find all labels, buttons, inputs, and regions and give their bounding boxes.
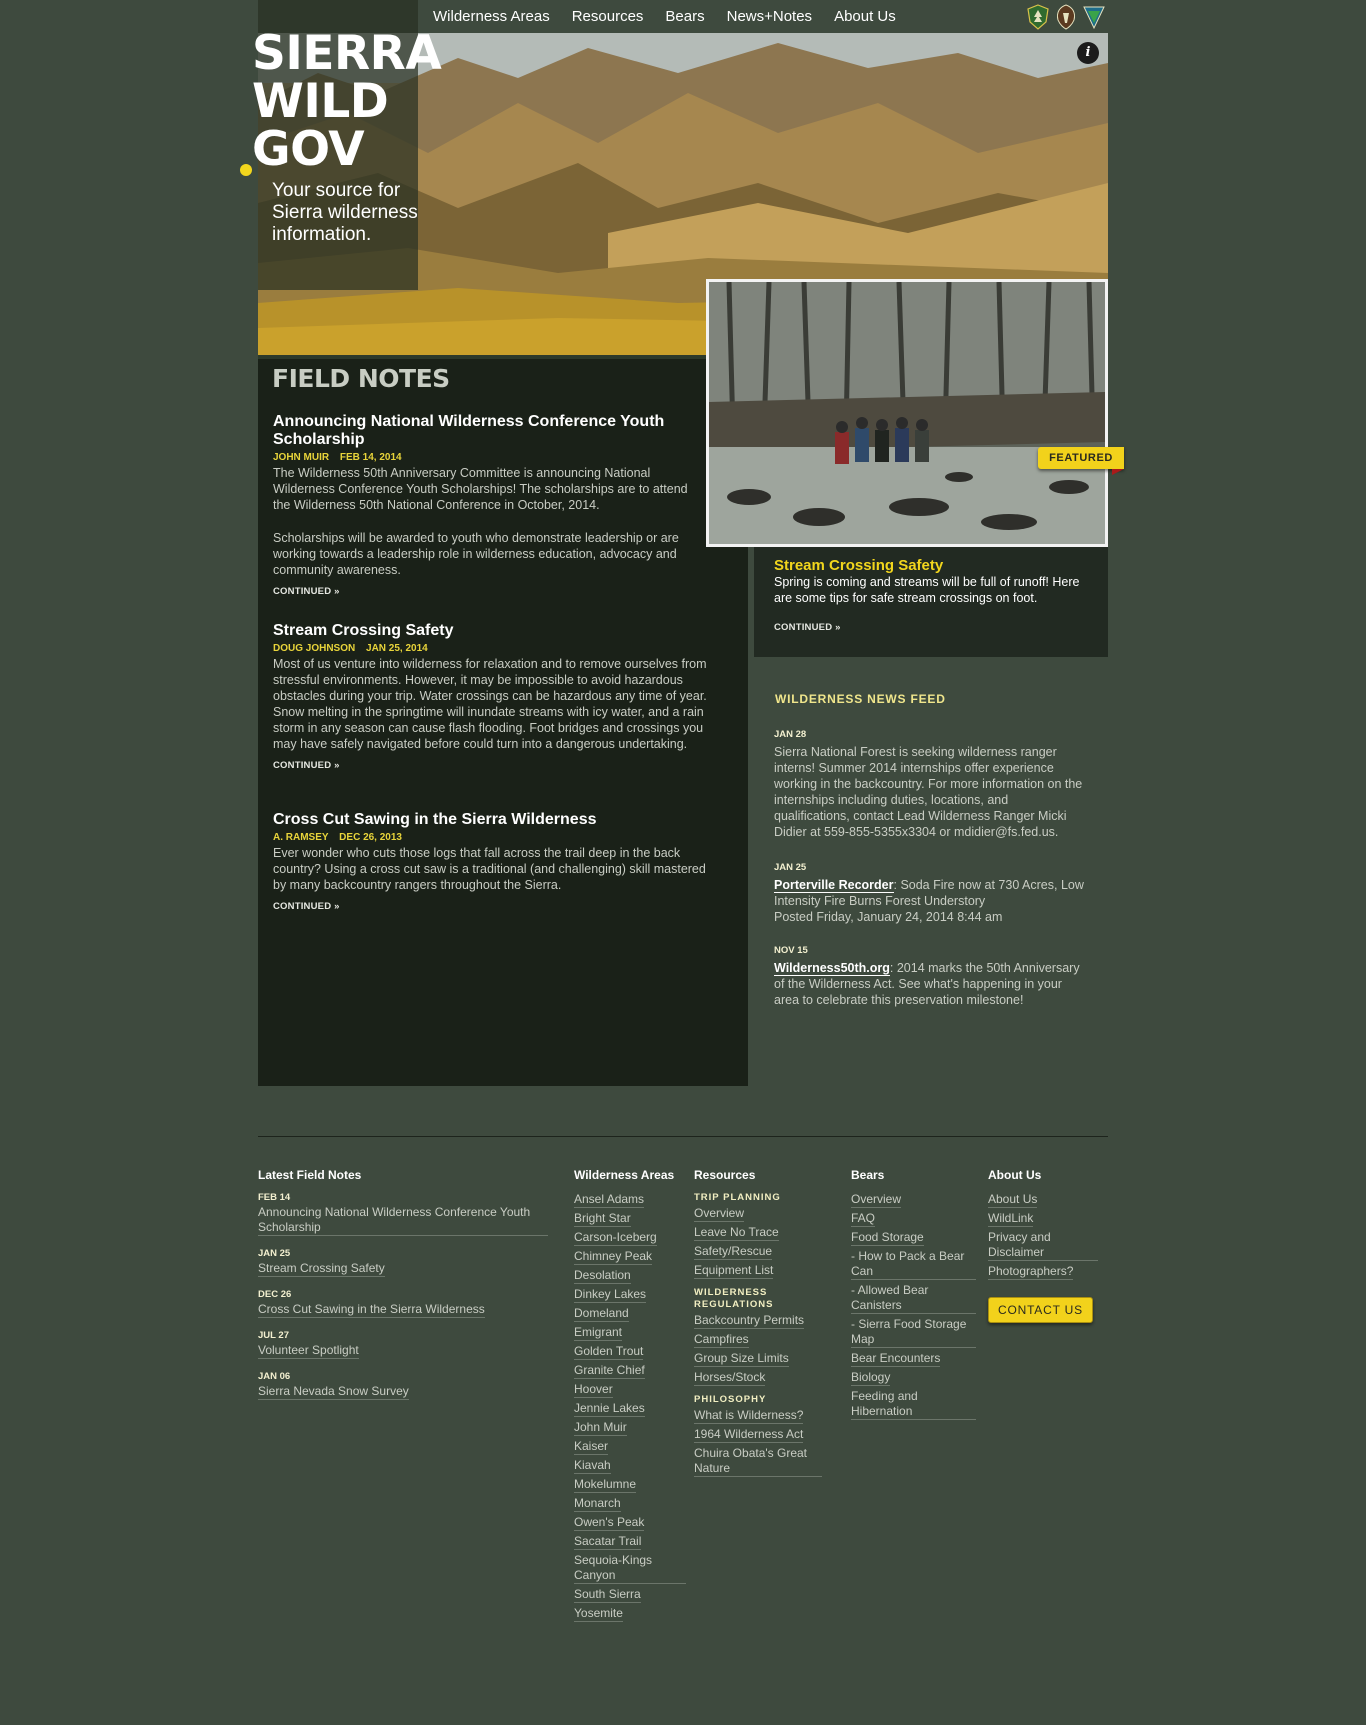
nav-wilderness-areas[interactable]: Wilderness Areas [433, 8, 550, 25]
footer-area-link[interactable]: Owen's Peak [574, 1515, 645, 1529]
news-date: JAN 25 [774, 862, 807, 873]
footer-note-date: DEC 26 [258, 1289, 292, 1300]
article-date: DEC 26, 2013 [339, 832, 402, 843]
news-date: JAN 28 [774, 729, 807, 740]
footer-note-link[interactable]: Volunteer Spotlight [258, 1343, 359, 1357]
logo-dot [240, 164, 252, 176]
footer-area-link[interactable]: Granite Chief [574, 1363, 645, 1377]
footer-bear-link[interactable]: Food Storage [851, 1230, 924, 1244]
article-paragraph: Scholarships will be awarded to youth who demonstrate leadership or are working towards a leadership role in wilderness education, advocacy and community awareness. [273, 531, 679, 577]
nav-resources[interactable]: Resources [571, 8, 644, 25]
article-paragraph: Most of us venture into wilderness for relaxation and to remove ourselves from stressful environments. However, it may be impossible to avoid hazardous obstacles during your trip. Water crossings can be hazardous any time of year. Snow melting in the springtime will inundate streams with icy water, and a rain storm in any season can cause flash flooding. Foot bridges and crossings you may have safely navigated before could turn into a dangerous undertaking. [273, 657, 707, 751]
contact-us-button[interactable]: CONTACT US [988, 1297, 1093, 1323]
footer-area-link[interactable]: Hoover [574, 1382, 613, 1396]
article-title[interactable]: Cross Cut Sawing in the Sierra Wilderness [273, 811, 597, 828]
footer-heading: About Us [988, 1168, 1042, 1182]
featured-title[interactable]: Stream Crossing Safety [774, 557, 944, 574]
logo-line-sierra: SIERRA [252, 26, 442, 81]
footer-bear-link[interactable]: Biology [851, 1370, 891, 1384]
footer-resource-link[interactable]: Chuira Obata's Great Nature [694, 1446, 822, 1477]
footer-area-link[interactable]: Monarch [574, 1496, 621, 1510]
article-title[interactable]: Stream Crossing Safety [273, 622, 454, 639]
footer-area-link[interactable]: Yosemite [574, 1606, 623, 1620]
article-paragraph: Ever wonder who cuts those logs that fall across the trail deep in the back country? Using a cross cut saw is a traditional (and challenging) skill mastered by many backcountry rangers throughout the Sierra. [273, 846, 706, 892]
footer-about-link[interactable]: About Us [988, 1192, 1038, 1206]
footer-area-link[interactable]: Dinkey Lakes [574, 1287, 647, 1301]
news-headline: : 2014 marks the 50th Anniversary of the Wilderness Act. See what's happening in your area to celebrate this preservation milestone! [774, 961, 1080, 1007]
news-text [774, 877, 1084, 925]
article-title[interactable]: Announcing National Wilderness Conference Youth Scholarship [273, 413, 665, 448]
featured-summary: Spring is coming and streams will be full of runoff! Here are some tips for safe stream crossings on foot. [774, 575, 1080, 605]
news-feed-title: WILDERNESS NEWS FEED [775, 692, 946, 706]
forest-service-shield-icon[interactable] [1026, 4, 1050, 30]
footer-area-link[interactable]: Kaiser [574, 1439, 609, 1453]
logo-line-wild: WILD [252, 74, 389, 129]
footer-note-link[interactable]: Cross Cut Sawing in the Sierra Wilderness [258, 1302, 485, 1316]
footer-area-link[interactable]: Sacatar Trail [574, 1534, 642, 1548]
article-meta [273, 643, 708, 654]
footer-resource-link[interactable]: Leave No Trace [694, 1225, 779, 1239]
footer-area-link[interactable]: South Sierra [574, 1587, 641, 1601]
footer-subheading: TRIP PLANNING [694, 1192, 781, 1203]
footer-note [258, 1330, 548, 1359]
footer-resource-link[interactable]: Equipment List [694, 1263, 774, 1277]
site-tagline: Your source for Sierra wilderness information. [272, 180, 418, 245]
article [273, 622, 708, 771]
article [273, 811, 708, 912]
site-logo[interactable] [252, 26, 442, 177]
footer-area-link[interactable]: Jennie Lakes [574, 1401, 645, 1415]
blm-icon[interactable] [1082, 4, 1106, 30]
footer-area-link[interactable]: Emigrant [574, 1325, 623, 1339]
footer-area-link[interactable]: Domeland [574, 1306, 629, 1320]
news-source-link[interactable]: Wilderness50th.org [774, 961, 890, 975]
news-headline: : Soda Fire now at 730 Acres, Low Intensity Fire Burns Forest Understory [774, 878, 1084, 908]
footer-subheading: WILDERNESS REGULATIONS [694, 1287, 774, 1310]
footer-resources [694, 1168, 822, 1480]
news-item [774, 729, 1084, 840]
footer-resource-link[interactable]: What is Wilderness? [694, 1408, 804, 1422]
news-date: NOV 15 [774, 945, 808, 956]
continued-link[interactable]: CONTINUED » [273, 760, 340, 771]
news-source-link[interactable]: Porterville Recorder [774, 878, 894, 892]
footer-resource-link[interactable]: Horses/Stock [694, 1370, 766, 1384]
footer-note-date: JUL 27 [258, 1330, 289, 1341]
footer-heading: Resources [694, 1168, 756, 1182]
stream-crossing-photo [709, 282, 1105, 544]
featured-photo[interactable] [706, 279, 1108, 547]
footer-wilderness-areas [574, 1168, 686, 1625]
footer-subheading: PHILOSOPHY [694, 1394, 767, 1405]
footer-about [988, 1168, 1098, 1323]
footer-note-date: FEB 14 [258, 1192, 291, 1203]
main-nav [418, 0, 1108, 33]
logo-line-gov: GOV [252, 122, 365, 177]
article-body [273, 845, 708, 893]
footer-bear-link[interactable]: - How to Pack a Bear Can [851, 1249, 976, 1280]
footer-note-link[interactable]: Announcing National Wilderness Conference Youth Scholarship [258, 1205, 548, 1236]
agency-icons [1026, 4, 1106, 30]
footer-area-link[interactable]: John Muir [574, 1420, 627, 1434]
footer-area-link[interactable]: Mokelumne [574, 1477, 637, 1491]
footer-resource-link[interactable]: Backcountry Permits [694, 1313, 805, 1327]
article-meta [273, 832, 708, 843]
continued-link[interactable]: CONTINUED » [273, 586, 340, 597]
footer-note [258, 1289, 548, 1318]
article-body [273, 656, 708, 752]
footer-bears [851, 1168, 976, 1423]
article-meta [273, 452, 708, 463]
footer-latest-notes [258, 1168, 548, 1412]
footer-area-link[interactable]: Bright Star [574, 1211, 631, 1225]
footer-resource-link[interactable]: Group Size Limits [694, 1351, 789, 1365]
nav-news-notes[interactable]: News+Notes [726, 8, 813, 25]
footer-note-date: JAN 25 [258, 1248, 291, 1259]
news-text: Sierra National Forest is seeking wilderness ranger interns! Summer 2014 internships offer experience working in the backcountry. For more information on the internships including duties, locations, and qualifications, contact Lead Wilderness Ranger Micki Didier at 559-855-5355x3304 or mdidier@fs.fed.us. [774, 745, 1083, 839]
footer-bear-link[interactable]: - Sierra Food Storage Map [851, 1317, 976, 1348]
nav-bears[interactable]: Bears [665, 8, 705, 25]
nav-about-us[interactable]: About Us [834, 8, 896, 25]
footer-bear-link[interactable]: FAQ [851, 1211, 876, 1225]
footer-note [258, 1371, 548, 1400]
footer-bear-link[interactable]: Overview [851, 1192, 902, 1206]
footer-area-link[interactable]: Carson-Iceberg [574, 1230, 657, 1244]
article-paragraph: The Wilderness 50th Anniversary Committee is announcing National Wilderness Conference Youth Scholarships! The scholarships are to attend the Wilderness 50th National Conference in October, 2014. [273, 466, 688, 512]
news-posted: Posted Friday, January 24, 2014 8:44 am [774, 910, 1003, 924]
article-author[interactable]: DOUG JOHNSON [273, 643, 356, 654]
footer-heading: Wilderness Areas [574, 1168, 675, 1182]
footer-area-link[interactable]: Kiavah [574, 1458, 611, 1472]
footer-resource-link[interactable]: Safety/Rescue [694, 1244, 773, 1258]
field-notes-title: FIELD NOTES [272, 364, 450, 393]
footer-note [258, 1192, 548, 1236]
article [273, 413, 708, 597]
nps-arrowhead-icon[interactable] [1054, 4, 1078, 30]
footer-resource-link[interactable]: Campfires [694, 1332, 749, 1346]
footer-bear-link[interactable]: - Allowed Bear Canisters [851, 1283, 976, 1314]
footer-bear-link[interactable]: Bear Encounters [851, 1351, 941, 1365]
featured-badge: FEATURED [1038, 447, 1124, 469]
news-item [774, 862, 1084, 925]
info-button[interactable]: i [1077, 42, 1099, 64]
news-item [774, 945, 1084, 1008]
footer-area-link[interactable]: Sequoia-Kings Canyon [574, 1553, 686, 1584]
news-text [774, 960, 1084, 1008]
continued-link[interactable]: CONTINUED » [273, 901, 340, 912]
footer-bear-link[interactable]: Feeding and Hibernation [851, 1389, 976, 1420]
article-author[interactable]: JOHN MUIR [273, 452, 330, 463]
footer-heading: Bears [851, 1168, 885, 1182]
article-body [273, 465, 708, 578]
footer-note-link[interactable]: Sierra Nevada Snow Survey [258, 1384, 409, 1398]
footer-about-link[interactable]: WildLink [988, 1211, 1034, 1225]
footer-note [258, 1248, 548, 1277]
footer-about-link[interactable]: Privacy and Disclaimer [988, 1230, 1098, 1261]
footer-divider [258, 1136, 1108, 1137]
article-date: JAN 25, 2014 [366, 643, 428, 654]
footer-area-link[interactable]: Golden Trout [574, 1344, 644, 1358]
footer-note-date: JAN 06 [258, 1371, 291, 1382]
footer-resource-link[interactable]: 1964 Wilderness Act [694, 1427, 804, 1441]
footer-area-link[interactable]: Desolation [574, 1268, 631, 1282]
footer-area-link[interactable]: Chimney Peak [574, 1249, 653, 1263]
article-author[interactable]: A. RAMSEY [273, 832, 329, 843]
featured-badge-ribbon [1112, 469, 1124, 475]
footer-note-link[interactable]: Stream Crossing Safety [258, 1261, 385, 1275]
footer-about-link[interactable]: Photographers? [988, 1264, 1074, 1278]
footer-resource-link[interactable]: Overview [694, 1206, 745, 1220]
footer-area-link[interactable]: Ansel Adams [574, 1192, 645, 1206]
featured-continued-link[interactable]: CONTINUED » [774, 622, 841, 633]
article-date: FEB 14, 2014 [339, 452, 402, 463]
footer-heading: Latest Field Notes [258, 1168, 362, 1182]
